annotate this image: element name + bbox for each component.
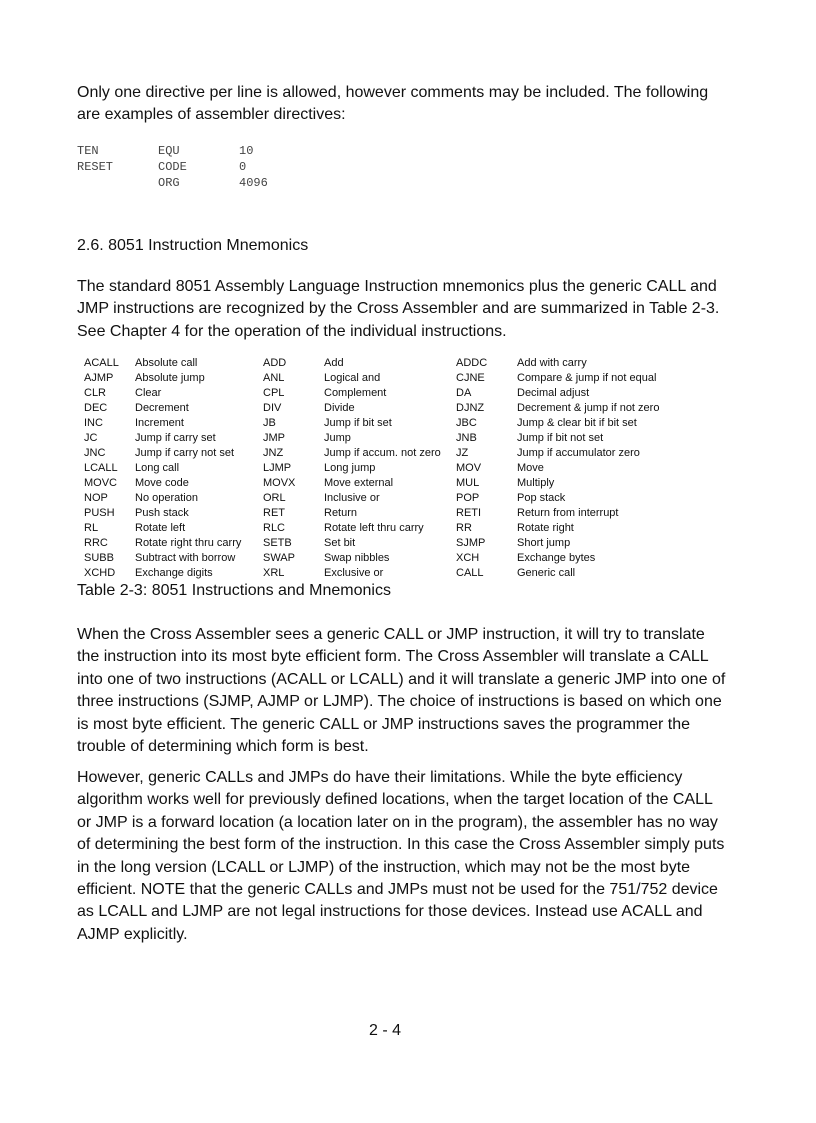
mnemonic-description: Rotate left <box>135 522 186 534</box>
mnemonic-code: ORL <box>263 492 286 504</box>
mnemonic-description: Jump <box>324 432 351 444</box>
mnemonic-code: ADD <box>263 357 287 369</box>
directive-keyword: EQU <box>158 144 180 158</box>
directive-row <box>77 175 268 191</box>
mnemonic-code: NOP <box>84 492 108 504</box>
generic-call-paragraph: When the Cross Assembler sees a generic CALL or JMP instruction, it will try to translate the instruction into its most byte efficient form. The Cross Assembler will translate a CALL into one of two instructions (ACALL or LCALL) and it will translate a generic JMP into one of three instructions (SJMP, AJMP or LJMP). The choice of instructions is based on which one is most byte efficient. The generic CALL or JMP instructions saves the programmer the trouble of determining which form is best. <box>77 626 726 756</box>
mnemonic-row <box>84 386 659 401</box>
mnemonic-code: RETI <box>456 507 482 519</box>
table-caption: Table 2-3: 8051 Instructions and Mnemonics <box>77 582 391 599</box>
mnemonic-description: Jump & clear bit if bit set <box>517 417 637 429</box>
mnemonic-code: RRC <box>84 537 108 549</box>
mnemonic-code: MUL <box>456 477 480 489</box>
mnemonic-description: Move external <box>324 477 394 489</box>
mnemonic-code: JMP <box>263 432 285 444</box>
mnemonic-description: Inclusive or <box>324 492 380 504</box>
directive-examples <box>77 143 268 191</box>
mnemonic-description: Decrement <box>135 402 189 414</box>
mnemonic-description: Return <box>324 507 358 519</box>
mnemonic-description: Long call <box>135 462 180 474</box>
mnemonic-code: LCALL <box>84 462 118 474</box>
mnemonic-row <box>84 506 659 521</box>
mnemonic-description: Jump if accum. not zero <box>324 447 441 459</box>
mnemonic-code: PUSH <box>84 507 115 519</box>
mnemonic-code: LJMP <box>263 462 292 474</box>
mnemonic-description: No operation <box>135 492 198 504</box>
mnemonic-description: Increment <box>135 417 184 429</box>
mnemonic-code: XCH <box>456 552 480 564</box>
mnemonic-description: Compare & jump if not equal <box>517 372 657 384</box>
mnemonic-code: CPL <box>263 387 285 399</box>
mnemonic-row <box>84 356 659 371</box>
mnemonic-code: DIV <box>263 402 282 414</box>
mnemonic-code: RR <box>456 522 472 534</box>
mnemonic-description: Move code <box>135 477 189 489</box>
mnemonic-description: Rotate right thru carry <box>135 537 242 549</box>
mnemonic-description: Jump if carry not set <box>135 447 235 459</box>
mnemonic-code: JB <box>263 417 276 429</box>
directive-keyword: CODE <box>158 160 187 174</box>
mnemonic-code: SUBB <box>84 552 114 564</box>
mnemonic-code: XCHD <box>84 567 116 579</box>
mnemonic-code: MOV <box>456 462 482 474</box>
mnemonic-description: Set bit <box>324 537 356 549</box>
mnemonic-description: Jump if accumulator zero <box>517 447 640 459</box>
mnemonic-description: Jump if carry set <box>135 432 216 444</box>
mnemonic-description: Jump if bit not set <box>517 432 604 444</box>
mnemonic-description: Rotate right <box>517 522 574 534</box>
mnemonic-description: Exchange bytes <box>517 552 596 564</box>
page-number: 2 - 4 <box>368 1022 401 1039</box>
mnemonic-description: Jump if bit set <box>324 417 392 429</box>
mnemonic-code: JNC <box>84 447 106 459</box>
mnemonic-description: Complement <box>324 387 387 399</box>
mnemonic-description: Multiply <box>517 477 555 489</box>
mnemonic-code: AJMP <box>84 372 114 384</box>
mnemonic-description: Clear <box>135 387 162 399</box>
mnemonic-description: Exclusive or <box>324 567 384 579</box>
mnemonic-description: Subtract with borrow <box>135 552 236 564</box>
mnemonic-description: Decimal adjust <box>517 387 590 399</box>
mnemonic-code: RET <box>263 507 285 519</box>
mnemonic-row <box>84 401 659 416</box>
mnemonic-row <box>84 491 659 506</box>
mnemonic-description: Divide <box>324 402 355 414</box>
mnemonic-description: Add <box>324 357 344 369</box>
mnemonic-description: Rotate left thru carry <box>324 522 424 534</box>
mnemonic-code: MOVX <box>263 477 296 489</box>
section-heading: 2.6. 8051 Instruction Mnemonics <box>77 237 309 254</box>
mnemonic-code: CALL <box>456 567 484 579</box>
mnemonic-row <box>84 521 659 536</box>
directive-value: 10 <box>239 144 254 158</box>
mnemonic-code: SETB <box>263 537 292 549</box>
mnemonic-row <box>84 431 659 446</box>
mnemonic-code: CJNE <box>456 372 485 384</box>
mnemonic-code: POP <box>456 492 480 504</box>
mnemonic-description: Logical and <box>324 372 381 384</box>
directive-row <box>77 159 268 175</box>
mnemonic-code: MOVC <box>84 477 117 489</box>
mnemonic-code: RL <box>84 522 99 534</box>
mnemonic-code: DEC <box>84 402 108 414</box>
directive-row <box>77 143 268 159</box>
mnemonic-code: DJNZ <box>456 402 485 414</box>
directive-value: 4096 <box>239 176 268 190</box>
intro-paragraph: Only one directive per line is allowed, however comments may be included. The following are examples of assembler directives: <box>77 84 709 124</box>
mnemonic-code: JZ <box>456 447 469 459</box>
mnemonic-description: Push stack <box>135 507 189 519</box>
mnemonic-row <box>84 551 659 566</box>
mnemonic-row <box>84 476 659 491</box>
directive-label <box>77 175 158 191</box>
mnemonic-code: INC <box>84 417 103 429</box>
mnemonic-row <box>84 416 659 431</box>
mnemonic-code: ACALL <box>84 357 119 369</box>
mnemonic-row <box>84 536 659 551</box>
mnemonic-row <box>84 461 659 476</box>
mnemonic-code: DA <box>456 387 472 399</box>
mnemonic-description: Return from interrupt <box>517 507 619 519</box>
section-paragraph: The standard 8051 Assembly Language Instruction mnemonics plus the generic CALL and JMP instructions are recognized by the Cross Assembler and are summarized in Table 2-3. See Chapter 4 for the operation of the individual instructions. <box>77 278 720 340</box>
mnemonic-row <box>84 446 659 461</box>
mnemonic-description: Generic call <box>517 567 576 579</box>
directive-value: 0 <box>239 160 247 174</box>
mnemonic-code: RLC <box>263 522 286 534</box>
mnemonic-table <box>84 356 659 581</box>
mnemonic-description: Short jump <box>517 537 571 549</box>
mnemonic-code: JNZ <box>263 447 284 459</box>
mnemonic-description: Absolute call <box>135 357 198 369</box>
mnemonic-code: SWAP <box>263 552 295 564</box>
mnemonic-description: Long jump <box>324 462 376 474</box>
directive-label: RESET <box>77 160 114 174</box>
mnemonic-code: JC <box>84 432 98 444</box>
mnemonic-row <box>84 371 659 386</box>
limitations-paragraph: However, generic CALLs and JMPs do have their limitations. While the byte efficiency algorithm works well for previously defined locations, when the target location of the CALL or JMP is a forward location (a location later on in the program), the assembler has no way of determining the best form of the instruction. In this case the Cross Assembler simply puts in the long version (LCALL or LJMP) of the instruction, which may not be the most byte efficient. NOTE that the generic CALLs and JMPs must not be used for the 751/752 device as LCALL and LJMP are not legal instructions for those devices. Instead use ACALL and AJMP explicitly. <box>77 769 725 943</box>
mnemonic-description: Swap nibbles <box>324 552 390 564</box>
mnemonic-description: Exchange digits <box>135 567 213 579</box>
mnemonic-code: JBC <box>456 417 477 429</box>
directive-keyword: ORG <box>158 176 180 190</box>
mnemonic-code: ANL <box>263 372 285 384</box>
mnemonic-code: XRL <box>263 567 285 579</box>
mnemonic-code: CLR <box>84 387 107 399</box>
mnemonic-description: Absolute jump <box>135 372 205 384</box>
mnemonic-row <box>84 566 659 581</box>
mnemonic-code: JNB <box>456 432 477 444</box>
mnemonic-description: Move <box>517 462 544 474</box>
mnemonic-description: Add with carry <box>517 357 587 369</box>
mnemonic-code: ADDC <box>456 357 488 369</box>
mnemonic-description: Pop stack <box>517 492 566 504</box>
mnemonic-description: Decrement & jump if not zero <box>517 402 660 414</box>
mnemonic-code: SJMP <box>456 537 486 549</box>
directive-label: TEN <box>77 144 99 158</box>
